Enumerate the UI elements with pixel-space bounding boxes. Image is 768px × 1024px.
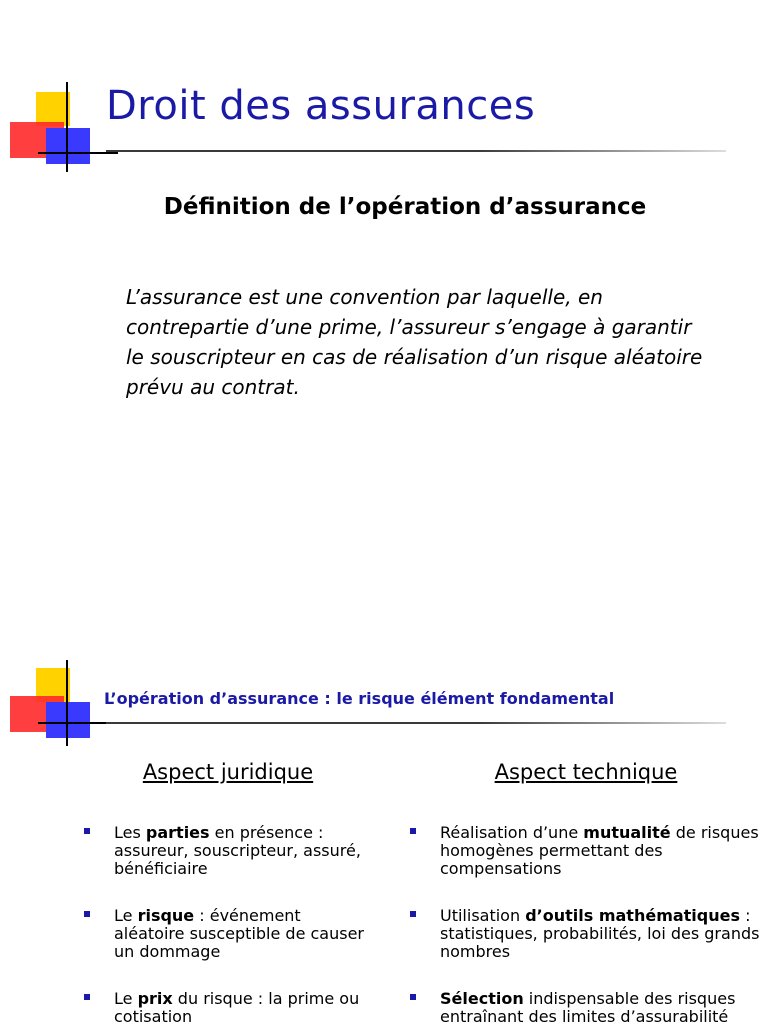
item-bold: mutualité: [583, 823, 671, 842]
list-item: [410, 990, 760, 1024]
item-bold: d’outils mathématiques: [525, 906, 741, 925]
page-title: Droit des assurances: [106, 83, 536, 129]
square-bullet-icon: [84, 994, 90, 1000]
item-bold: parties: [145, 823, 210, 842]
section-subtitle: Définition de l’opération d’assurance: [163, 194, 647, 220]
item-post: de risques homogènes permettant des compensations: [440, 823, 759, 878]
item-pre: Le: [114, 906, 138, 925]
slide-title: L’opération d’assurance : le risque élément fondamental: [104, 689, 615, 708]
square-bullet-icon: [410, 828, 416, 834]
item-post: : statistiques, probabilités, loi des grands nombres: [440, 906, 760, 961]
bullet-list-technique: [410, 824, 760, 1024]
item-pre: Le: [114, 989, 138, 1008]
item-bold: Sélection: [440, 989, 524, 1008]
square-bullet-icon: [84, 911, 90, 917]
item-pre: Les: [114, 823, 146, 842]
list-item: [84, 907, 374, 961]
list-item: [410, 824, 760, 878]
item-bold: risque: [137, 906, 195, 925]
definition-text: L’assurance est une convention par laquelle, en contrepartie d’une prime, l’assureur s’engage à garantir le souscripteur en cas de réalisation d’un risque aléatoire prévu au contrat.: [126, 285, 703, 399]
bullet-list-juridique: [84, 824, 374, 1024]
column-heading-juridique: Aspect juridique: [142, 760, 314, 784]
item-post: : événement aléatoire susceptible de causer un dommage: [114, 906, 365, 961]
item-pre: Réalisation d’une: [440, 823, 584, 842]
title-rule: [106, 722, 726, 724]
list-item: [84, 990, 374, 1024]
item-post: en présence : assureur, souscripteur, assuré, bénéficiaire: [114, 823, 361, 878]
item-post: indispensable des risques entraînant des limites d’assurabilité: [440, 989, 736, 1024]
list-item: [410, 907, 760, 961]
item-post: du risque : la prime ou cotisation: [114, 989, 360, 1024]
list-item: [84, 824, 374, 878]
square-bullet-icon: [84, 828, 90, 834]
column-heading-technique: Aspect technique: [494, 760, 678, 784]
item-bold: prix: [137, 989, 173, 1008]
square-bullet-icon: [410, 994, 416, 1000]
square-bullet-icon: [410, 911, 416, 917]
item-pre: Utilisation: [440, 906, 526, 925]
decorative-squares-icon: [10, 660, 130, 760]
